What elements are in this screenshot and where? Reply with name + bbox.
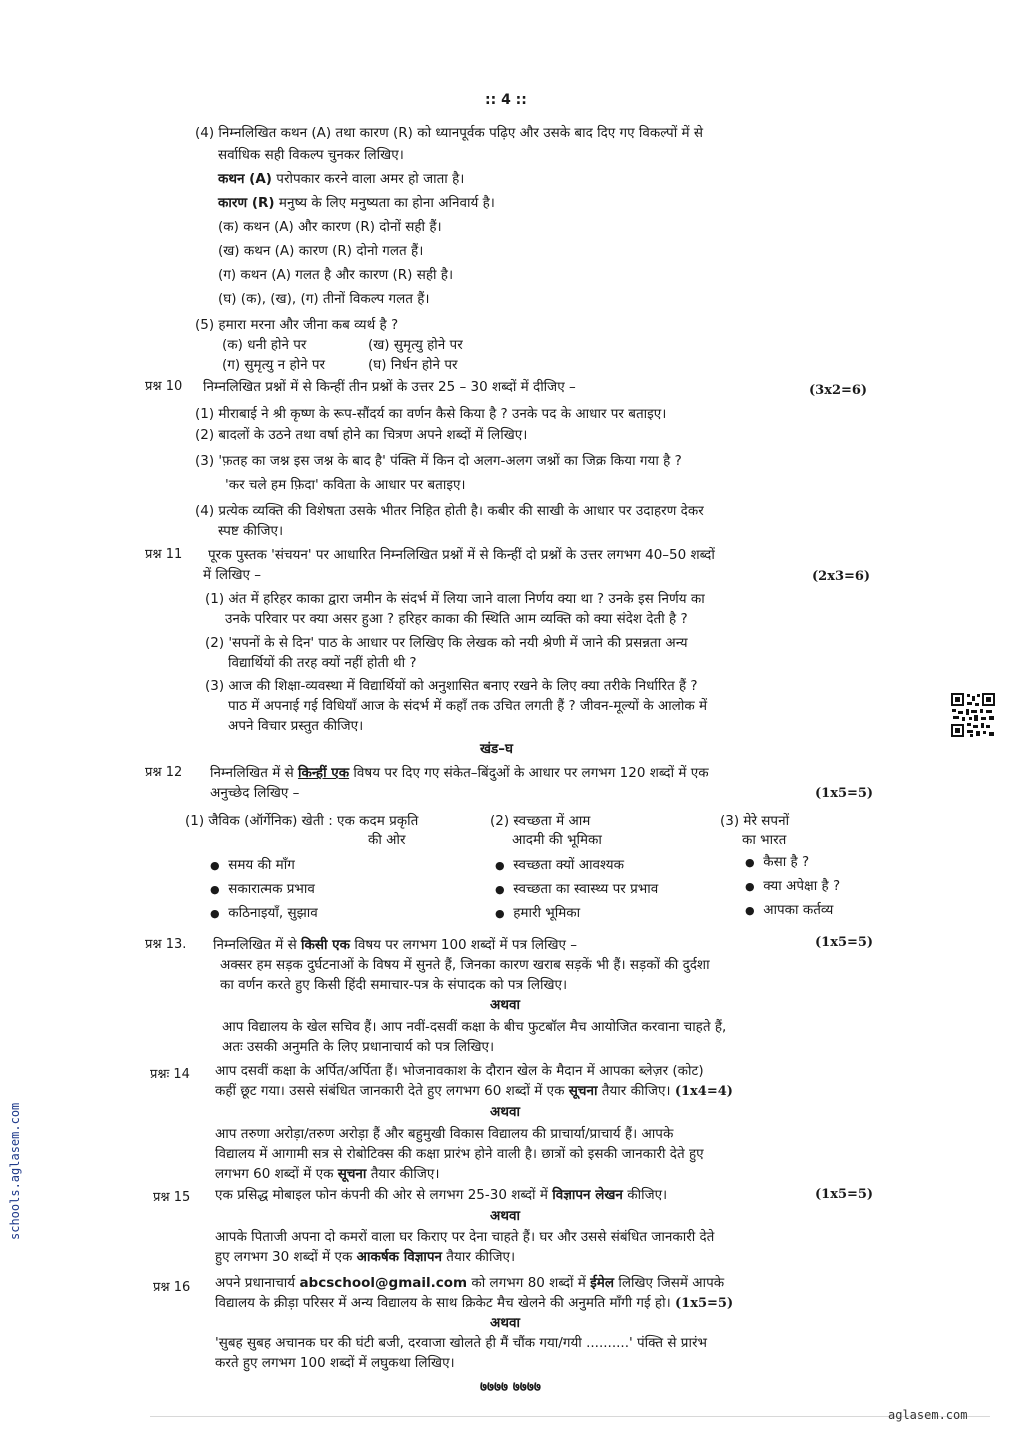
q4-option: (ग) कथन (A) गलत है और कारण (R) सही है। [218, 267, 454, 283]
footer-code: ७७७७ ७७७७ [480, 1379, 541, 1395]
bottom-rule [150, 1416, 990, 1417]
q16-line2 [215, 1294, 733, 1313]
q13-body: का वर्णन करते हुए किसी हिंदी समाचार-पत्र के संपादक को पत्र लिखिए। [220, 977, 568, 993]
q12-text-c: विषय पर दिए गए संकेत–बिंदुओं के आधार पर लगभग 120 शब्दों में एक [349, 765, 709, 781]
q4-reason-label: कारण (R) [218, 195, 275, 211]
q16-email: abcschool@gmail.com [299, 1275, 468, 1291]
q11-item: (1) अंत में हरिहर काका द्वारा जमीन के संदर्भ में लिया जाने वाला निर्णय क्या था ? उनके इस निर्णय का [205, 591, 705, 607]
q10-item: (4) प्रत्येक व्यक्ति की विशेषता उसके भीतर निहित होती है। कबीर की साखी के आधार पर उदाहरण देकर [195, 503, 704, 519]
q12-text-a: निम्नलिखित में से [210, 765, 298, 781]
q13-alt: आप विद्यालय के खेल सचिव हैं। आप नवीं-दसवीं कक्षा के बीच फुटबॉल मैच आयोजित करवाना चाहते हैं, [222, 1019, 727, 1035]
bullet-icon: ● [210, 907, 220, 920]
q5-option: (ग) सुमृत्यु न होने पर [222, 357, 326, 373]
q12-point-text: आपका कर्तव्य [763, 902, 834, 918]
q12-point [745, 901, 833, 920]
q14-line2-emph: सूचना [568, 1083, 598, 1099]
q12-topic-title2: का भारत [742, 832, 787, 848]
q15-alt2-c: तैयार कीजिए। [442, 1249, 516, 1265]
q10-marks: (3x2=6) [809, 383, 868, 398]
footer-watermark: aglasem.com [888, 1408, 968, 1422]
q15-line1 [215, 1186, 667, 1204]
q10-item: स्पष्ट कीजिए। [218, 523, 284, 539]
q11-item: (2) 'सपनों के से दिन' पाठ के आधार पर लिखिए कि लेखक को नयी श्रेणी में जाने की प्रसन्नता अन्य [205, 635, 688, 651]
q12-point-text: हमारी भूमिका [513, 905, 581, 921]
q12-point-text: कठिनाइयाँ, सुझाव [228, 905, 318, 921]
q10-text: निम्नलिखित प्रश्नों में से किन्हीं तीन प्रश्नों के उत्तर 25 – 30 शब्दों में दीजिए – [203, 379, 576, 395]
q14-marks: (1x4=4) [674, 1084, 733, 1099]
qr-code [950, 692, 996, 738]
q12-point [745, 877, 840, 896]
q12-point [495, 880, 658, 899]
q15-line1-a: एक प्रसिद्ध मोबाइल फोन कंपनी की ओर से लगभग 25-30 शब्दों में [215, 1187, 553, 1203]
q4-lead2: सर्वाधिक सही विकल्प चुनकर लिखिए। [218, 147, 404, 163]
bullet-icon: ● [210, 859, 220, 872]
q10-item: (1) मीराबाई ने श्री कृष्ण के रूप-सौंदर्य का वर्णन कैसे किया है ? उनके पद के आधार पर बताइए। [195, 406, 667, 422]
q10-item: (3) 'फ़तह का जश्न इस जश्न के बाद है' पंक्ति में किन दो अलग-अलग जश्नों का जिक्र किया गया है ? [195, 453, 682, 469]
q12-point [210, 904, 318, 923]
q12-point-text: कैसा है ? [763, 854, 810, 870]
q14-line2 [215, 1082, 733, 1101]
q4-reason-text: मनुष्य के लिए मनुष्यता का होना अनिवार्य है। [274, 195, 495, 211]
q13-text-a: निम्नलिखित में से [213, 937, 301, 953]
q14-alt3-a: लगभग 60 शब्दों में एक [215, 1166, 338, 1182]
q16-alt: करते हुए लगभग 100 शब्दों में लघुकथा लिखिए। [215, 1355, 455, 1371]
q13-or: अथवा [490, 997, 520, 1013]
q15-marks: (1x5=5) [815, 1187, 874, 1202]
bullet-icon: ● [745, 880, 755, 893]
q12-point-text: क्या अपेक्षा है ? [763, 878, 841, 894]
q4-option: (घ) (क), (ख), (ग) तीनों विकल्प गलत हैं। [218, 291, 430, 307]
q12-point [210, 856, 295, 875]
q4-lead: (4) निम्नलिखित कथन (A) तथा कारण (R) को ध्यानपूर्वक पढ़िए और उसके बाद दिए गए विकल्पों में से [195, 125, 703, 141]
q11-marks: (2x3=6) [812, 569, 871, 584]
q14-line2-a: कहीं छूट गया। उससे संबंधित जानकारी देते हुए लगभग 60 शब्दों में एक [215, 1083, 569, 1099]
q16-line2-text: विद्यालय के क्रीड़ा परिसर में अन्य विद्यालय के साथ क्रिकेट मैच खेलने की अनुमति माँगी गई हो। [215, 1295, 671, 1311]
q14-line: आप दसवीं कक्षा के अर्पित/अर्पिता हैं। भोजनावकाश के दौरान खेल के मैदान में आपका ब्लेज़र (कोट) [215, 1063, 704, 1079]
q14-label: प्रश्नः 14 [150, 1067, 190, 1082]
q4-assertion [218, 170, 464, 188]
q11-item: उनके परिवार पर क्या असर हुआ ? हरिहर काका की स्थिति आम व्यक्ति को क्या संदेश देती है ? [225, 611, 688, 627]
q12-text2: अनुच्छेद लिखिए – [210, 785, 300, 801]
bullet-icon: ● [745, 904, 755, 917]
q11-item: (3) आज की शिक्षा-व्यवस्था में विद्यार्थियों को अनुशासित बनाए रखने के लिए क्या तरीके निर्धारित हैं ? [205, 678, 698, 694]
q12-point-text: सकारात्मक प्रभाव [228, 881, 315, 897]
q15-alt2-emph: आकर्षक विज्ञापन [356, 1249, 443, 1265]
q16-alt: 'सुबह सुबह अचानक घर की घंटी बजी, दरवाजा खोलते ही मैं चौंक गया/गयी ..........' पंक्ति से प्रारंभ [215, 1335, 707, 1351]
q14-alt3-c: तैयार कीजिए। [366, 1166, 440, 1182]
q12-point-text: समय की माँग [228, 857, 295, 873]
q15-alt: आपके पिताजी अपना दो कमरों वाला घर किराए पर देना चाहते हैं। घर और उससे संबंधित जानकारी देते [215, 1229, 715, 1245]
q12-text [210, 764, 709, 782]
q13-marks: (1x5=5) [815, 935, 874, 950]
q16-line1-emph: ईमेल [590, 1275, 615, 1291]
q12-topic-title: (2) स्वच्छता में आम [490, 813, 591, 829]
q12-point-text: स्वच्छता का स्वास्थ्य पर प्रभाव [513, 881, 659, 897]
q15-or: अथवा [490, 1208, 520, 1224]
q14-alt3 [215, 1165, 440, 1183]
q12-label: प्रश्न 12 [145, 765, 183, 780]
q14-alt: विद्यालय में आगामी सत्र से रोबोटिक्स की कक्षा प्रारंभ होने वाली है। छात्रों को इसकी जानकारी देते हुए [215, 1146, 704, 1162]
q13-text-emph: किसी एक [301, 937, 351, 953]
q12-point [495, 856, 624, 875]
section-heading: खंड–घ [480, 741, 513, 757]
bullet-icon: ● [495, 883, 505, 896]
q4-option: (ख) कथन (A) कारण (R) दोनो गलत हैं। [218, 243, 424, 259]
q12-topic-title2: आदमी की भूमिका [512, 832, 602, 848]
bullet-icon: ● [210, 883, 220, 896]
q5-option: (ख) सुमृत्यु होने पर [368, 337, 463, 353]
q14-alt3-emph: सूचना [337, 1166, 367, 1182]
q11-item: विद्यार्थियों की तरह क्यों नहीं होती थी ? [228, 655, 417, 671]
q12-topic-title: (1) जैविक (ऑर्गेनिक) खेती : एक कदम प्रकृति [185, 813, 419, 829]
q14-alt: आप तरुणा अरोड़ा/तरुण अरोड़ा हैं और बहुमुखी विकास विद्यालय की प्राचार्या/प्राचार्य हैं। आपके [215, 1126, 674, 1142]
bullet-icon: ● [495, 859, 505, 872]
q11-item: अपने विचार प्रस्तुत कीजिए। [228, 718, 364, 734]
q13-label: प्रश्न 13. [145, 937, 187, 952]
q16-or: अथवा [490, 1315, 520, 1331]
q4-option: (क) कथन (A) और कारण (R) दोनों सही हैं। [218, 219, 442, 235]
q12-topic-title: (3) मेरे सपनों [720, 813, 790, 829]
q11-item: पाठ में अपनाई गई विधियाँ आज के संदर्भ में कहाँ तक उचित लगती हैं ? जीवन-मूल्यों के आलोक में [228, 698, 708, 714]
bullet-icon: ● [745, 856, 755, 869]
q10-item: (2) बादलों के उठने तथा वर्षा होने का चित्रण अपने शब्दों में लिखिए। [195, 427, 528, 443]
q10-label: प्रश्न 10 [145, 379, 183, 394]
q11-label: प्रश्न 11 [145, 547, 183, 562]
q15-alt2-a: हुए लगभग 30 शब्दों में एक [215, 1249, 357, 1265]
q16-label: प्रश्न 16 [153, 1280, 191, 1295]
q16-line1-e: लिखिए जिसमें आपके [614, 1275, 725, 1291]
q12-topic-title2: की ओर [368, 832, 406, 848]
q5-option: (क) धनी होने पर [222, 337, 307, 353]
q13-alt: अतः उसकी अनुमति के लिए प्रधानाचार्य को पत्र लिखिए। [222, 1039, 495, 1055]
q15-line1-c: कीजिए। [622, 1187, 668, 1203]
side-watermark: schools.aglasem.com [8, 1102, 22, 1240]
q13-text [213, 936, 577, 954]
bullet-icon: ● [495, 907, 505, 920]
q5-option: (घ) निर्धन होने पर [368, 357, 458, 373]
q12-point-text: स्वच्छता क्यों आवश्यक [513, 857, 624, 873]
q5-lead: (5) हमारा मरना और जीना कब व्यर्थ है ? [195, 317, 399, 333]
q4-assertion-label: कथन (A) [218, 171, 272, 187]
q4-reason [218, 194, 495, 212]
q15-line1-emph: विज्ञापन लेखन [552, 1187, 623, 1203]
q15-label: प्रश्न 15 [153, 1190, 191, 1205]
q16-marks: (1x5=5) [675, 1296, 734, 1311]
page-number: :: 4 :: [485, 92, 527, 108]
q12-text-emph: किन्हीं एक [298, 765, 350, 781]
q13-text-c: विषय पर लगभग 100 शब्दों में पत्र लिखिए – [350, 937, 578, 953]
q16-line1-a: अपने प्रधानाचार्य [215, 1275, 300, 1291]
q12-point [745, 853, 809, 872]
q4-assertion-text: परोपकार करने वाला अमर हो जाता है। [271, 171, 465, 187]
q12-point [495, 904, 580, 923]
q16-line1-c: को लगभग 80 शब्दों में [467, 1275, 591, 1291]
q12-point [210, 880, 315, 899]
q11-text: पूरक पुस्तक 'संचयन' पर आधारित निम्नलिखित प्रश्नों में से किन्हीं दो प्रश्नों के उत्तर लगभग 40–50 शब्दों [208, 547, 715, 563]
q14-line2-c: तैयार कीजिए। [597, 1083, 671, 1099]
q16-line1 [215, 1274, 724, 1292]
q14-or: अथवा [490, 1104, 520, 1120]
q15-alt2 [215, 1248, 515, 1266]
q11-text2: में लिखिए – [203, 567, 262, 583]
q10-item: 'कर चले हम फ़िदा' कविता के आधार पर बताइए। [225, 477, 466, 493]
q12-marks: (1x5=5) [815, 786, 874, 801]
q13-body: अक्सर हम सड़क दुर्घटनाओं के विषय में सुनते हैं, जिनका कारण खराब सड़कें भी हैं। सड़कों की दुर्दशा [220, 957, 710, 973]
